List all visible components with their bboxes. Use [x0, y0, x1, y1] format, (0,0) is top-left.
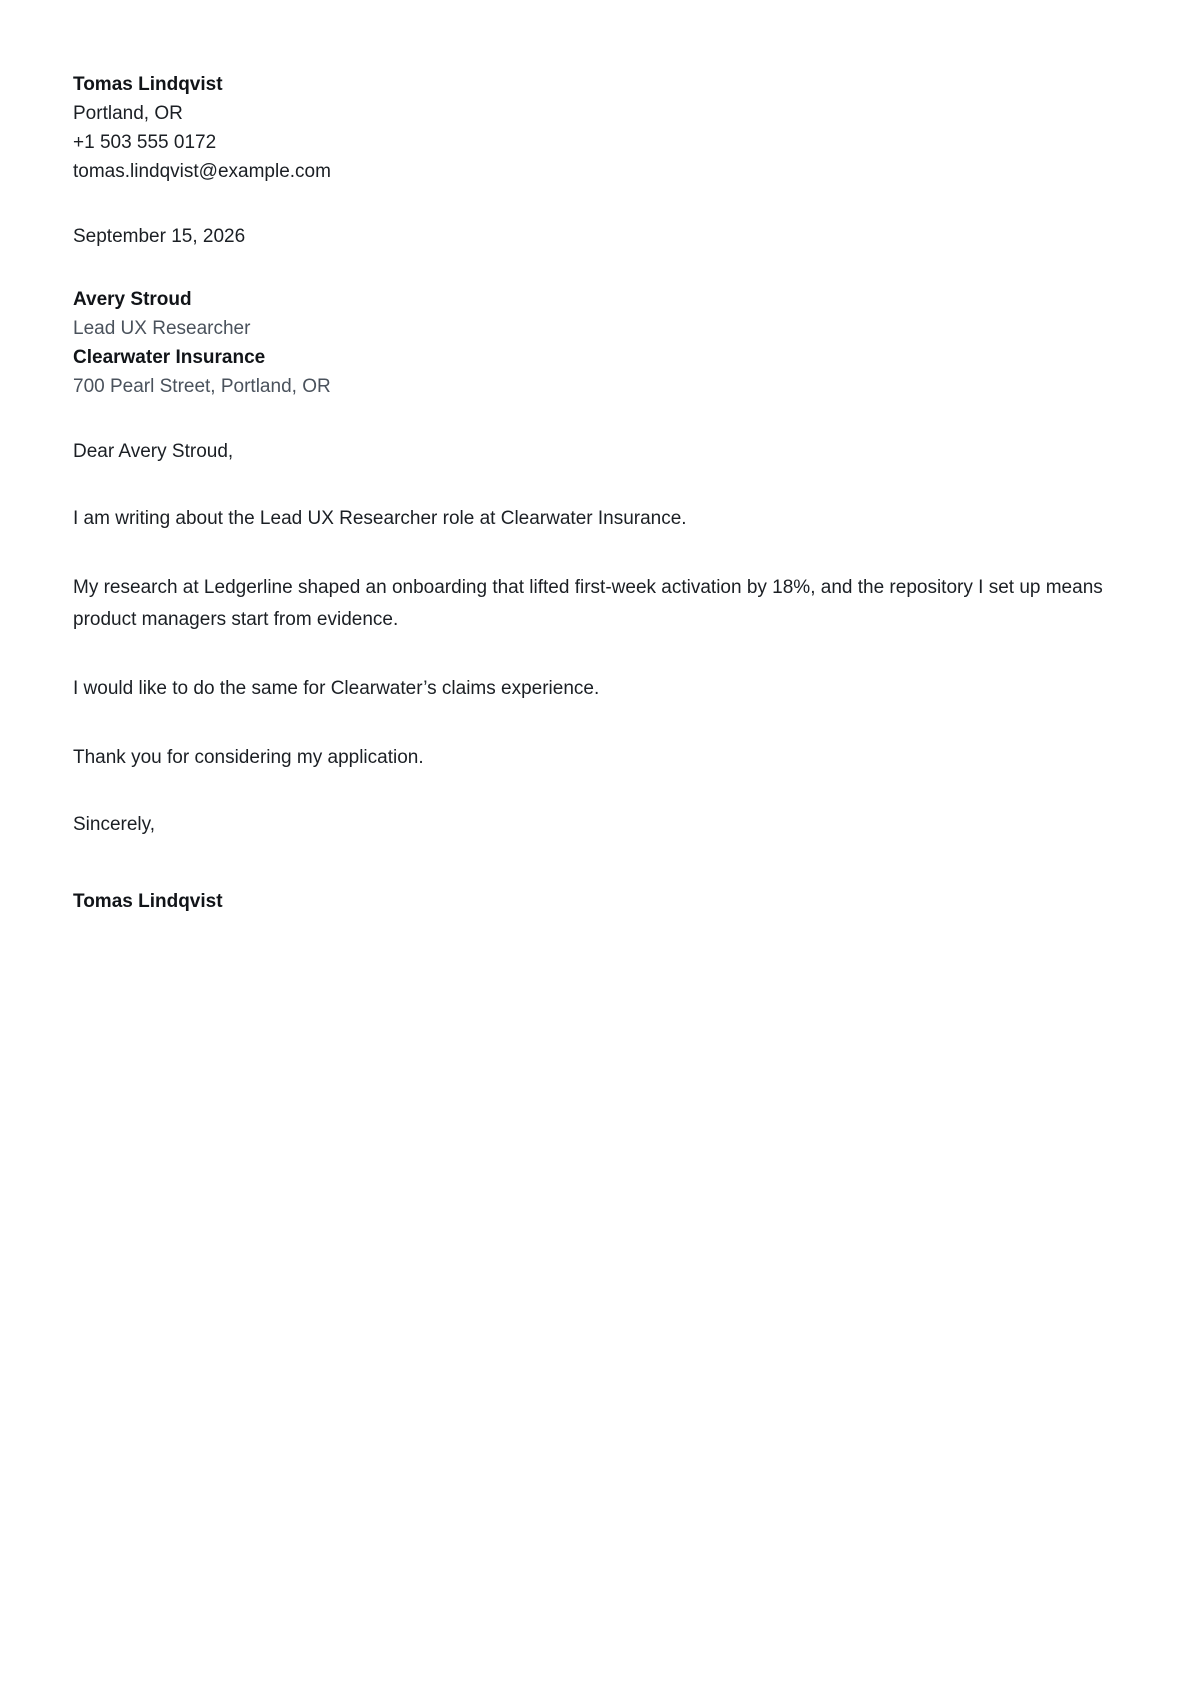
- sender-block: [73, 70, 1127, 186]
- body-paragraph: I am writing about the Lead UX Researcher role at Clearwater Insurance.: [73, 508, 687, 529]
- body-paragraph: My research at Ledgerline shaped an onboarding that lifted first-week activation by 18%, and the repository I set up means product managers start from evidence.: [73, 577, 1103, 630]
- recipient-block: [73, 285, 1127, 401]
- sender-location: Portland, OR: [73, 103, 183, 124]
- signature-name: Tomas Lindqvist: [73, 891, 223, 912]
- body-paragraph: Thank you for considering my application.: [73, 747, 424, 768]
- letter-date: September 15, 2026: [73, 226, 246, 247]
- closing: Sincerely,: [73, 814, 156, 835]
- sender-phone: +1 503 555 0172: [73, 132, 217, 153]
- letter-body: [73, 503, 1127, 774]
- recipient-name: Avery Stroud: [73, 289, 192, 310]
- closing-block: [73, 810, 1127, 839]
- recipient-title: Lead UX Researcher: [73, 318, 251, 339]
- recipient-company: Clearwater Insurance: [73, 347, 266, 368]
- body-paragraph: I would like to do the same for Clearwater’s claims experience.: [73, 678, 600, 699]
- letter-date-block: [73, 222, 1127, 251]
- signature-block: [73, 887, 1127, 916]
- sender-email: tomas.lindqvist@example.com: [73, 161, 331, 182]
- recipient-address: 700 Pearl Street, Portland, OR: [73, 376, 331, 397]
- salutation-block: [73, 437, 1127, 466]
- salutation: Dear Avery Stroud,: [73, 441, 234, 462]
- sender-name: Tomas Lindqvist: [73, 74, 223, 95]
